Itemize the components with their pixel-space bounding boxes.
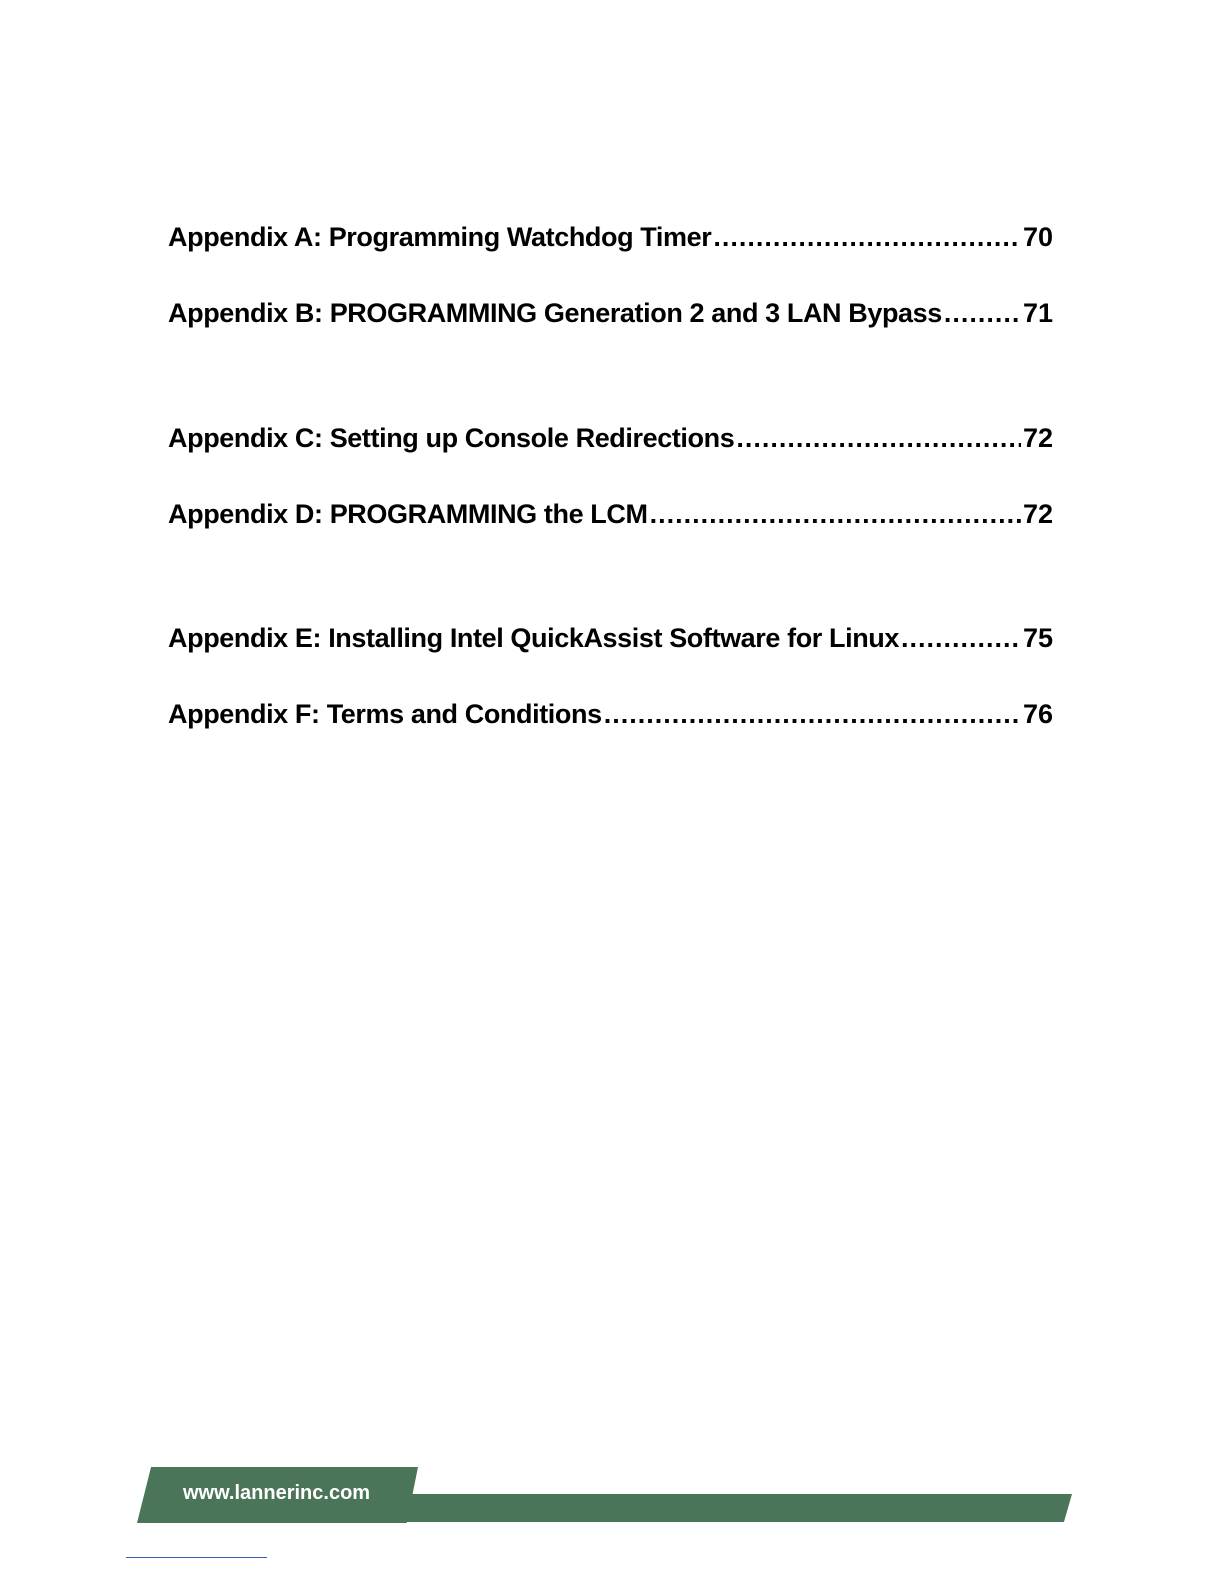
toc-entry-title: Appendix B: PROGRAMMING Generation 2 and 3 LAN Bypass	[168, 298, 942, 328]
toc-entry-appendix-f[interactable]	[168, 694, 1053, 734]
dot-leader	[604, 694, 1021, 734]
toc-entry-page: 75	[1022, 623, 1053, 653]
toc-entry-appendix-e[interactable]	[168, 618, 1053, 658]
toc-entry-appendix-c[interactable]	[168, 418, 1053, 458]
dot-leader	[901, 618, 1021, 658]
toc-entry-appendix-b[interactable]	[168, 293, 1053, 333]
toc-entry-page: 71	[1022, 298, 1053, 328]
dot-leader	[713, 217, 1021, 257]
dot-leader	[944, 293, 1021, 333]
toc-entry-title: Appendix F: Terms and Conditions	[168, 699, 602, 729]
bottom-rule	[126, 1557, 267, 1558]
toc-entry-page: 72	[1022, 423, 1053, 453]
dot-leader	[650, 494, 1021, 534]
dot-leader	[736, 418, 1021, 458]
toc-entry-title: Appendix D: PROGRAMMING the LCM	[168, 499, 648, 529]
toc-entry-page: 72	[1022, 499, 1053, 529]
footer-bar	[400, 1494, 1072, 1522]
toc-entry-title: Appendix C: Setting up Console Redirections	[168, 423, 735, 453]
toc-entry-appendix-d[interactable]	[168, 494, 1053, 534]
footer-url-link[interactable]: www.lannerinc.com	[183, 1482, 371, 1504]
toc-entry-title: Appendix E: Installing Intel QuickAssist Software for Linux	[168, 623, 900, 653]
toc-entry-title: Appendix A: Programming Watchdog Timer	[168, 222, 712, 252]
toc-entry-appendix-a[interactable]	[168, 217, 1053, 257]
toc-entry-page: 76	[1022, 699, 1053, 729]
toc-entry-page: 70	[1022, 222, 1053, 252]
